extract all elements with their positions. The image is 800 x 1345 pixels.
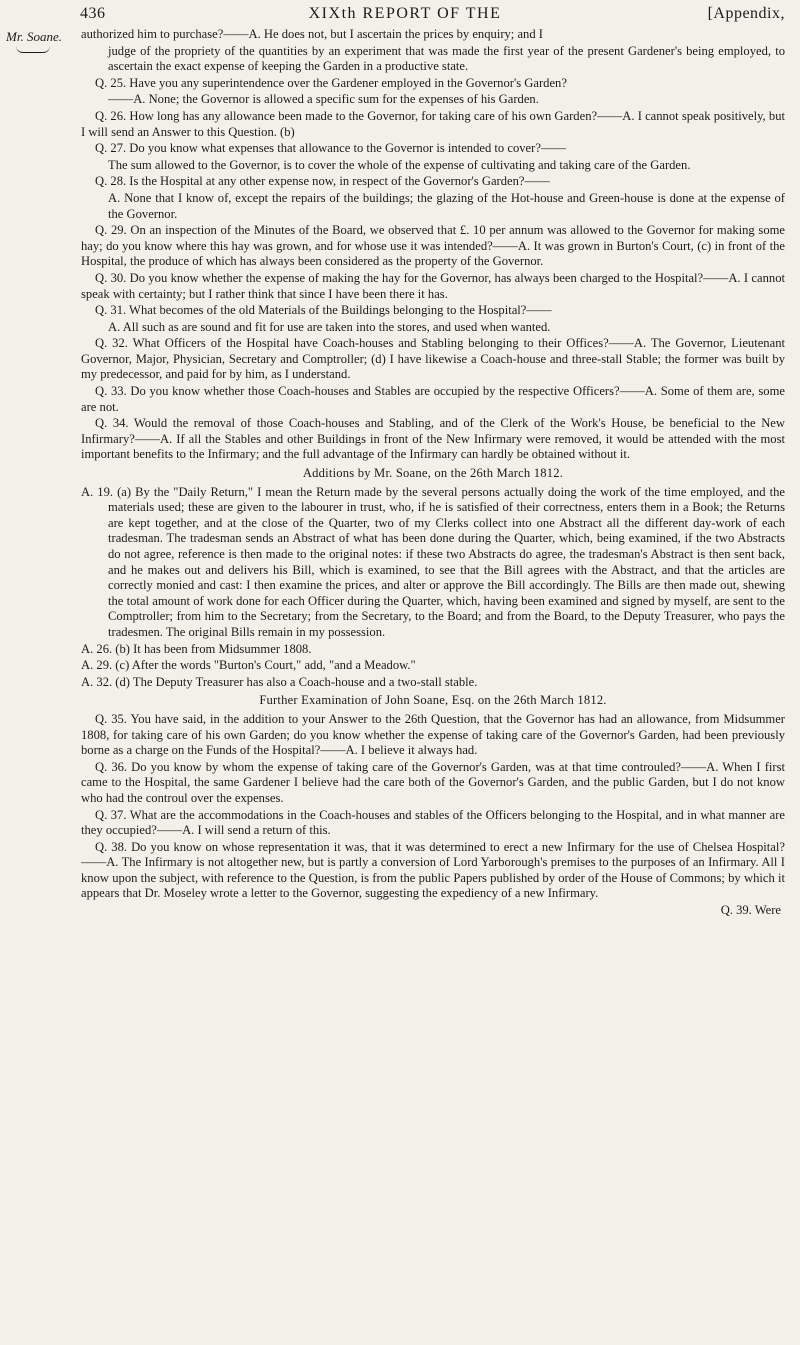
- paragraph: Q. 25. Have you any superintendence over the Gardener employed in the Governor's Garden?: [95, 75, 567, 90]
- appendix-label: [Appendix,: [707, 5, 785, 22]
- paragraph: Q. 33. Do you know whether those Coach-houses and Stables are occupied by the respective Officers?——A. Some of them are, some are not.: [81, 384, 785, 414]
- paragraph: Q. 32. What Officers of the Hospital have Coach-houses and Stabling belonging to their Offices?——A. The Governor, Lieutenant Governor, Major, Physician, Secretary and Comptroller; (d) I have likewise a Coach-house and three-stall Stable; the former was built by my predecessor, and paid for by him, as I understand.: [81, 336, 785, 382]
- paragraph: A. None that I know of, except the repairs of the buildings; the glazing of the Hot-house and Green-house is done at the expense of the Governor.: [108, 190, 785, 221]
- paragraph: A. 19. (a) By the "Daily Return," I mean the Return made by the several persons actually doing the work of the time employed, and the materials used; these are given to the labourer in trust, who, if he is satisfied of their correctness, enters them in a Book; the Returns are kept together, and at the close of the Quarter, two of my Clerks collect into one Abstract all the different day-work of each tradesman. The tradesman sends an Abstract of what has been done during the Quarter, which, being examined, if the two Abstracts do not agree, reference is then made to the original notes: if these two Abstracts do agree, the tradesman's Abstract is then sent back, and he makes out and delivers his Bill, which is examined, to see that the Bill agrees with the Abstract, and that the articles are correctly monied and cast: I then examine the prices, and alter or approve the Bill accordingly. The Bills are then made out, shewing the total amount of work done for each Officer during the Quarter, which, having been examined and signed by myself, are sent to the Comptroller; from him to the Secretary; from the Secretary, to the Board; and from the Board, to the Deputy Treasurer, who pays the tradesmen. The original Bills remain in my possession.: [81, 484, 785, 639]
- paragraph: Q. 36. Do you know by whom the expense of taking care of the Governor's Garden, was at that time controuled?——A. When I first came to the Hospital, the same Gardener I believe had the care both of the Governor's Garden, and the public Garden, but I do not know who had the controul over the expenses.: [81, 759, 785, 805]
- paragraph: Q. 29. On an inspection of the Minutes of the Board, we observed that £. 10 per annum was allowed to the Governor for making some hay; do you know where this hay was grown, and for whose use it was intended?——A. It was grown in Burton's Court, (c) in front of the Hospital, the produce of which has always been considered as the property of the Governor.: [81, 223, 785, 269]
- paragraph: Q. 34. Would the removal of those Coach-houses and Stabling, and of the Clerk of the Work's House, be beneficial to the New Infirmary?——A. If all the Stables and other Buildings in front of the New Infirmary were removed, it would be attended with the most important benefits to the Infirmary; and the full advantage of the Infirmary can hardly be obtained without it.: [81, 416, 785, 462]
- document-body: [81, 27, 785, 920]
- paragraph: A. 26. (b) It has been from Midsummer 1808.: [81, 641, 312, 656]
- paragraph: The sum allowed to the Governor, is to cover the whole of the expense of cultivating and taking care of the Garden.: [108, 157, 691, 172]
- paragraph: Q. 26. How long has any allowance been made to the Governor, for taking care of his own Garden?——A. I cannot speak positively, but I will send an Answer to this Question. (b): [81, 108, 785, 139]
- paragraph: Q. 28. Is the Hospital at any other expense now, in respect of the Governor's Garden?——: [95, 174, 550, 189]
- paragraph: Q. 31. What becomes of the old Materials of the Buildings belonging to the Hospital?——: [95, 303, 552, 318]
- running-title: XIXth REPORT OF THE: [308, 5, 502, 22]
- section-heading: Additions by Mr. Soane, on the 26th March 1812.: [302, 466, 564, 481]
- paragraph: A. All such as are sound and fit for use are taken into the stores, and used when wanted.: [108, 319, 551, 334]
- paragraph: A. 32. (d) The Deputy Treasurer has also a Coach-house and a two-stall stable.: [81, 674, 478, 689]
- paragraph: Q. 27. Do you know what expenses that allowance to the Governor is intended to cover?——: [95, 141, 567, 156]
- section-heading: Further Examination of John Soane, Esq. on the 26th March 1812.: [259, 693, 607, 708]
- page-number: 436: [80, 5, 106, 22]
- paragraph: Q. 35. You have said, in the addition to your Answer to the 26th Question, that the Governor has had an allowance, from Midsummer 1808, for taking care of his own Garden; do you know whether the expense of taking care of the Governor's Garden, had been previously borne as a charge on the Funds of the Hospital?——A. I believe it always had.: [81, 711, 785, 758]
- margin-note: [6, 30, 70, 53]
- paragraph: authorized him to purchase?——A. He does not, but I ascertain the prices by enquiry; and I: [81, 27, 543, 41]
- paragraph: A. 29. (c) After the words "Burton's Court," add, "and a Meadow.": [81, 658, 416, 673]
- paragraph: Q. 37. What are the accommodations in the Coach-houses and stables of the Officers belonging to the Hospital, and in what manner are they occupied?——A. I will send a return of this.: [81, 807, 785, 838]
- paragraph: ——A. None; the Governor is allowed a specific sum for the expenses of his Garden.: [108, 92, 539, 107]
- paragraph: Q. 30. Do you know whether the expense of making the hay for the Governor, has always been charged to the Hospital?——A. I cannot speak with certainty; but I rather think that since I have been there it has.: [81, 270, 785, 301]
- page-header: [80, 5, 785, 27]
- margin-brace: [16, 46, 50, 53]
- paragraph: Q. 38. Do you know on whose representation it was, that it was determined to erect a new Infirmary for the use of Chelsea Hospital?——A. The Infirmary is not altogether new, but is partly a conversion of Lord Yarborough's premises to the purposes of an Infirmary. All I know upon the subject, with reference to the Question, is from the public Papers published by order of the House of Commons; by which it appears that Dr. Moseley wrote a letter to the Governor, suggesting the expediency of a new Infirmary.: [81, 839, 785, 901]
- catchword: Q. 39. Were: [720, 903, 781, 918]
- margin-note-text: Mr. Soane.: [6, 29, 62, 44]
- paragraph: judge of the propriety of the quantities by an experiment that was made the first year of the present Gardener's being employed, to ascertain the exact expense of keeping the Garden in a productive state.: [108, 43, 785, 74]
